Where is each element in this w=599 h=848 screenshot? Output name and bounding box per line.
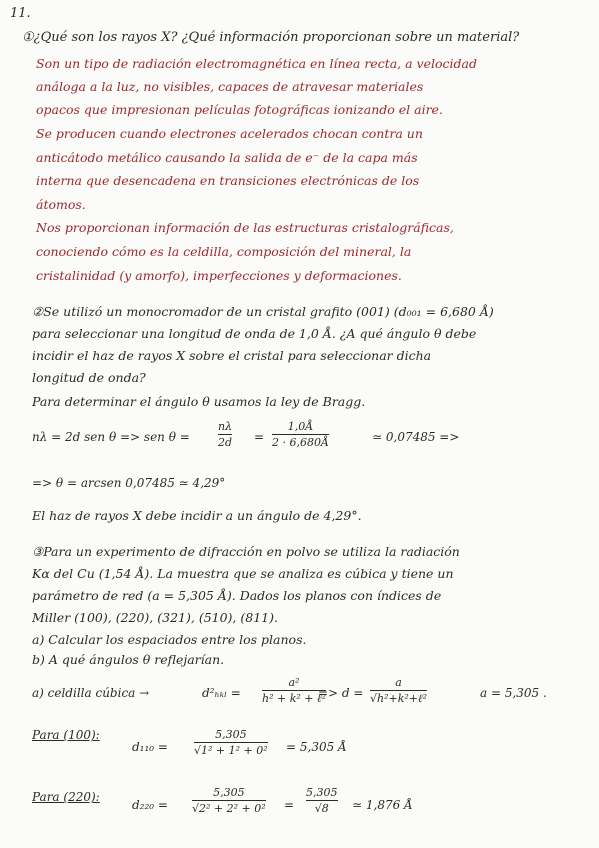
q3-d-fraction [370,676,427,705]
q3-a-value: a = 5,305 . [480,686,547,700]
q3-p220-result: ≃ 1,876 Å [352,798,413,812]
q1-answer-line: anticátodo metálico causando la salida de e⁻ de la capa más [36,150,418,165]
fraction-denominator: 2 · 6,680Å [272,436,329,449]
q3-p220-equals: = [284,798,295,812]
fraction-denominator: √2² + 2² + 0² [192,802,266,815]
fraction-bar [192,800,266,801]
q3-p220-fraction-2 [306,786,338,815]
q1-answer-line: Son un tipo de radiación electromagnética en línea recta, a velocidad [36,56,477,71]
q2-fraction-nl-2d [218,420,232,449]
fraction-bar [306,800,338,801]
q3-p100-result: = 5,305 Å [286,740,347,754]
q2-title-line: incidir el haz de rayos X sobre el cristal para seleccionar dicha [32,348,432,363]
fraction-denominator: √8 [314,802,329,815]
q2-title-line: para seleccionar una longitud de onda de 1,0 Å. ¿A qué ángulo θ debe [32,326,477,341]
q2-answer: El haz de rayos X debe incidir a un ángulo de 4,29°. [32,508,362,523]
q2-fraction-values [272,420,329,449]
q3-p100-label: Para (100): [32,728,100,742]
q1-answer-line: cristalinidad (y amorfo), imperfecciones y deformaciones. [36,268,402,283]
q1-answer-line: interna que desencadena en transiciones electrónicas de los [36,173,420,188]
fraction-numerator: 5,305 [213,786,245,799]
fraction-bar [262,690,326,691]
q3-title-line: Miller (100), (220), (321), (510), (811). [32,610,278,625]
page-number: 11. [10,6,31,21]
q3-p100-fraction [194,728,268,757]
q1-answer-line: átomos. [36,197,86,212]
q3-p220-fraction [192,786,266,815]
q3-title-line: Kα del Cu (1,54 Å). La muestra que se analiza es cúbica y tiene un [32,566,454,581]
q2-theta-eq: => θ = arcsen 0,07485 ≃ 4,29° [32,476,226,490]
q1-answer-line: opacos que impresionan películas fotográficas ionizando el aire. [36,102,443,117]
q3-title-line: ③Para un experimento de difracción en polvo se utiliza la radiación [32,544,460,559]
q3-dhkl-fraction [262,676,326,705]
fraction-numerator: nλ [218,420,233,433]
fraction-numerator: 5,305 [215,728,247,741]
fraction-numerator: 5,305 [306,786,338,799]
fraction-numerator: a² [288,676,300,689]
q2-title-line: ②Se utilizó un monocromador de un cristal grafito (001) (d₀₀₁ = 6,680 Å) [32,304,494,319]
q3-title-line: b) A qué ángulos θ reflejarían. [32,652,225,667]
q3-p100-d: d₁₁₀ = [132,740,168,754]
fraction-numerator: a [395,676,402,689]
q1-answer-line: Se producen cuando electrones acelerados chocan contra un [36,126,423,141]
q2-bragg-eq: nλ = 2d sen θ => sen θ = [32,430,190,444]
q2-intro: Para determinar el ángulo θ usamos la ley de Bragg. [32,394,366,409]
fraction-bar [194,742,268,743]
q3-d-arrow: => d = [318,686,364,700]
fraction-denominator: h² + k² + ℓ² [262,692,326,705]
fraction-numerator: 1,0Å [287,420,314,433]
q1-answer-line: conociendo cómo es la celdilla, composición del mineral, la [36,244,412,259]
q1-answer-line: Nos proporcionan información de las estructuras cristalográficas, [36,220,454,235]
fraction-bar [370,690,427,691]
fraction-bar [272,434,329,435]
q3-title-line: a) Calcular los espaciados entre los planos. [32,632,307,647]
q2-equals: = [254,430,265,444]
q1-title: ①¿Qué son los rayos X? ¿Qué información proporcionan sobre un material? [22,30,520,45]
fraction-bar [218,434,232,435]
q2-title-line: longitud de onda? [32,370,146,385]
q1-answer-line: análoga a la luz, no visibles, capaces de atravesar materiales [36,79,424,94]
q3-p220-label: Para (220): [32,790,100,804]
fraction-denominator: √h²+k²+ℓ² [370,692,428,705]
fraction-denominator: √1² + 1² + 0² [194,744,268,757]
q3-title-line: parámetro de red (a = 5,305 Å). Dados los planos con índices de [32,588,442,603]
q2-sen-result: ≃ 0,07485 => [372,430,460,444]
q3-dhkl-lhs: d²ₕₖₗ = [202,686,241,700]
fraction-denominator: 2d [218,436,233,449]
q3-a-label: a) celdilla cúbica → [32,686,150,700]
q3-p220-d: d₂₂₀ = [132,798,168,812]
